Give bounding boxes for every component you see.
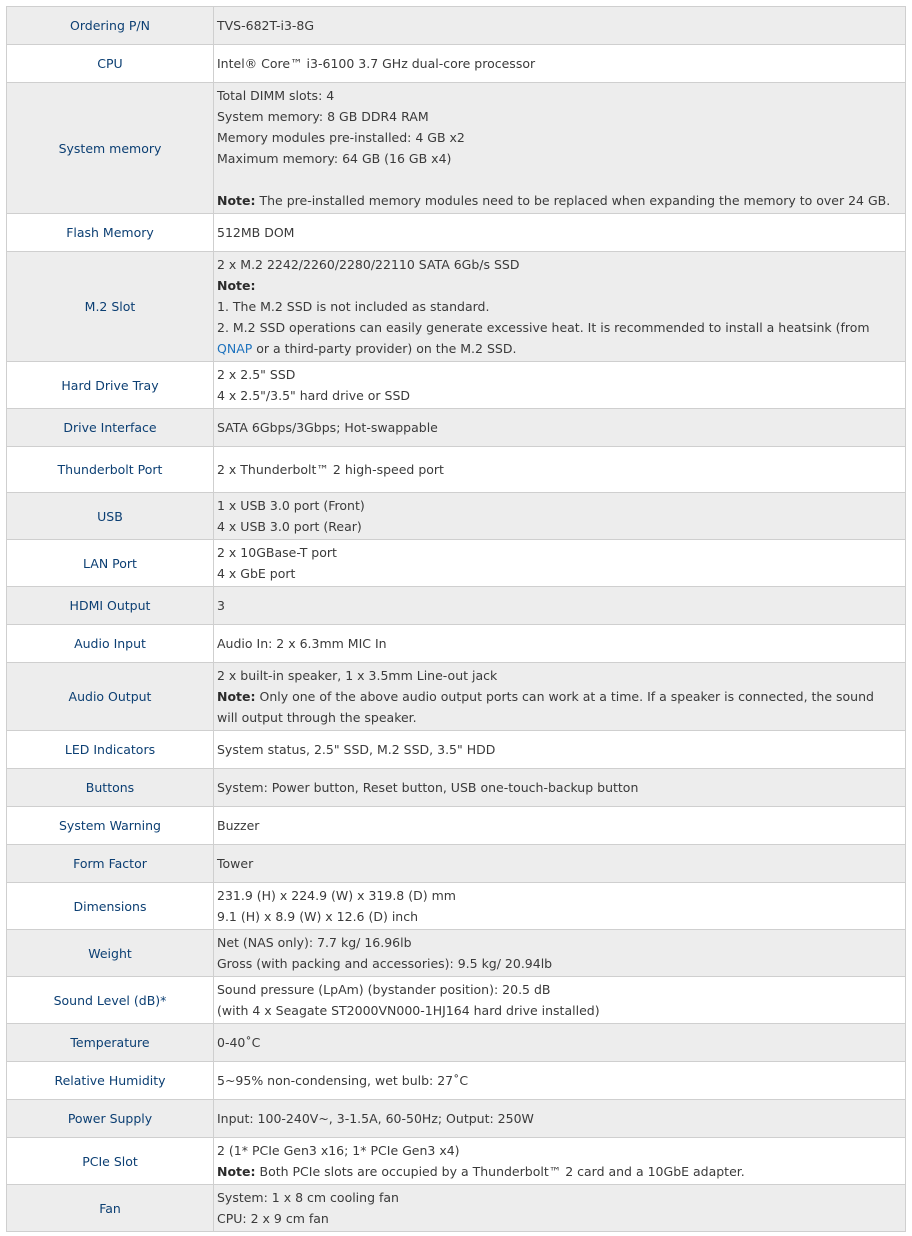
- spec-label: Relative Humidity: [7, 1062, 214, 1100]
- value-line: 4 x 2.5"/3.5" hard drive or SSD: [217, 388, 411, 403]
- note-line: [217, 190, 897, 211]
- spec-label: PCIe Slot: [7, 1138, 214, 1185]
- value-line: Sound pressure (LpAm) (bystander position): 20.5 dB: [217, 982, 551, 997]
- note-line: [217, 1161, 897, 1182]
- note-text: The pre-installed memory modules need to be replaced when expanding the memory to over 24 GB.: [255, 193, 891, 208]
- spec-label: Buttons: [7, 769, 214, 807]
- spec-value: [214, 252, 906, 362]
- spec-label: Weight: [7, 930, 214, 977]
- note-label: Note:: [217, 193, 256, 208]
- spec-row-cpu: [7, 45, 906, 83]
- spec-label: LAN Port: [7, 540, 214, 587]
- spec-row-fan: [7, 1185, 906, 1232]
- value-line: Total DIMM slots: 4: [217, 88, 335, 103]
- value-line: Gross (with packing and accessories): 9.5 kg/ 20.94lb: [217, 956, 553, 971]
- value-line: TVS-682T-i3-8G: [217, 18, 315, 33]
- spec-row-form-factor: [7, 845, 906, 883]
- note-text: or a third-party provider) on the M.2 SSD.: [252, 341, 517, 356]
- spec-value: [214, 1062, 906, 1100]
- spec-row-m2-slot: [7, 252, 906, 362]
- spec-label: CPU: [7, 45, 214, 83]
- value-line: 0-40˚C: [217, 1035, 261, 1050]
- value-line: 2 x Thunderbolt™ 2 high-speed port: [217, 462, 444, 477]
- value-line: 2 x M.2 2242/2260/2280/22110 SATA 6Gb/s SSD: [217, 257, 520, 272]
- spec-label: Dimensions: [7, 883, 214, 930]
- spec-value: [214, 409, 906, 447]
- spec-value: [214, 7, 906, 45]
- spec-label: Ordering P/N: [7, 7, 214, 45]
- spec-value: [214, 930, 906, 977]
- note-heading: [217, 275, 897, 296]
- spec-label: Flash Memory: [7, 214, 214, 252]
- qnap-link[interactable]: QNAP: [217, 341, 253, 356]
- spacer: [217, 169, 897, 190]
- spec-value: [214, 1100, 906, 1138]
- spec-row-system-memory: [7, 83, 906, 214]
- spec-value: [214, 45, 906, 83]
- value-line: CPU: 2 x 9 cm fan: [217, 1211, 329, 1226]
- spec-value: [214, 362, 906, 409]
- value-line: Input: 100-240V~, 3-1.5A, 60-50Hz; Output: 250W: [217, 1111, 534, 1126]
- spec-row-hdmi-output: [7, 587, 906, 625]
- spec-row-temperature: [7, 1024, 906, 1062]
- value-line: System memory: 8 GB DDR4 RAM: [217, 109, 429, 124]
- spec-label: USB: [7, 493, 214, 540]
- spec-label: M.2 Slot: [7, 252, 214, 362]
- spec-label: Form Factor: [7, 845, 214, 883]
- value-line: 512MB DOM: [217, 225, 295, 240]
- value-line: 3: [217, 598, 225, 613]
- note-text: Only one of the above audio output ports can work at a time. If a speaker is connected, the sound will output through the speaker.: [217, 689, 874, 725]
- spec-row-led-indicators: [7, 731, 906, 769]
- spec-row-usb: [7, 493, 906, 540]
- spec-value: [214, 540, 906, 587]
- value-line: SATA 6Gbps/3Gbps; Hot-swappable: [217, 420, 438, 435]
- spec-label: Power Supply: [7, 1100, 214, 1138]
- value-line: System: Power button, Reset button, USB one-touch-backup button: [217, 780, 639, 795]
- spec-label: Drive Interface: [7, 409, 214, 447]
- spec-label: HDMI Output: [7, 587, 214, 625]
- value-line: 4 x USB 3.0 port (Rear): [217, 519, 362, 534]
- spec-row-hard-drive-tray: [7, 362, 906, 409]
- spec-value: [214, 587, 906, 625]
- spec-value: [214, 977, 906, 1024]
- value-line: 2 (1* PCIe Gen3 x16; 1* PCIe Gen3 x4): [217, 1143, 460, 1158]
- spec-row-audio-input: [7, 625, 906, 663]
- spec-row-ordering-pn: [7, 7, 906, 45]
- spec-label: Sound Level (dB)*: [7, 977, 214, 1024]
- note-label: Note:: [217, 1164, 256, 1179]
- spec-value: [214, 769, 906, 807]
- value-line: Memory modules pre-installed: 4 GB x2: [217, 130, 465, 145]
- spec-row-dimensions: [7, 883, 906, 930]
- spec-row-thunderbolt-port: [7, 447, 906, 493]
- value-line: 4 x GbE port: [217, 566, 296, 581]
- spec-label: System memory: [7, 83, 214, 214]
- spec-value: [214, 663, 906, 731]
- spec-value: [214, 493, 906, 540]
- spec-row-buttons: [7, 769, 906, 807]
- spec-value: [214, 1138, 906, 1185]
- value-line: 9.1 (H) x 8.9 (W) x 12.6 (D) inch: [217, 909, 419, 924]
- spec-value: [214, 1185, 906, 1232]
- value-line: System: 1 x 8 cm cooling fan: [217, 1190, 399, 1205]
- note-label: Note:: [217, 689, 256, 704]
- note-line: [217, 317, 897, 359]
- note-label: Note:: [217, 278, 256, 293]
- value-line: Tower: [217, 856, 254, 871]
- value-line: 5~95% non-condensing, wet bulb: 27˚C: [217, 1073, 469, 1088]
- value-line: 2 x 10GBase-T port: [217, 545, 337, 560]
- spec-label: Hard Drive Tray: [7, 362, 214, 409]
- spec-label: Audio Input: [7, 625, 214, 663]
- value-line: (with 4 x Seagate ST2000VN000-1HJ164 hard drive installed): [217, 1003, 600, 1018]
- spec-row-flash-memory: [7, 214, 906, 252]
- spec-value: [214, 845, 906, 883]
- spec-row-relative-humidity: [7, 1062, 906, 1100]
- spec-label: Audio Output: [7, 663, 214, 731]
- spec-table: [6, 6, 906, 1232]
- value-line: Maximum memory: 64 GB (16 GB x4): [217, 151, 452, 166]
- spec-value: [214, 1024, 906, 1062]
- spec-row-audio-output: [7, 663, 906, 731]
- spec-row-sound-level: [7, 977, 906, 1024]
- spec-label: Temperature: [7, 1024, 214, 1062]
- spec-value: [214, 625, 906, 663]
- value-line: 2 x built-in speaker, 1 x 3.5mm Line-out jack: [217, 668, 498, 683]
- value-line: 1 x USB 3.0 port (Front): [217, 498, 365, 513]
- spec-value: [214, 83, 906, 214]
- spec-row-weight: [7, 930, 906, 977]
- note-text: 2. M.2 SSD operations can easily generate excessive heat. It is recommended to install a heatsink (from: [217, 320, 870, 335]
- note-line: 1. The M.2 SSD is not included as standard.: [217, 299, 490, 314]
- value-line: 2 x 2.5" SSD: [217, 367, 296, 382]
- spec-row-power-supply: [7, 1100, 906, 1138]
- spec-label: LED Indicators: [7, 731, 214, 769]
- spec-value: [214, 883, 906, 930]
- spec-row-drive-interface: [7, 409, 906, 447]
- value-line: Audio In: 2 x 6.3mm MIC In: [217, 636, 387, 651]
- note-line: [217, 686, 897, 728]
- spec-row-pcie-slot: [7, 1138, 906, 1185]
- value-line: Net (NAS only): 7.7 kg/ 16.96lb: [217, 935, 412, 950]
- note-text: Both PCIe slots are occupied by a Thunderbolt™ 2 card and a 10GbE adapter.: [255, 1164, 745, 1179]
- spec-label: Fan: [7, 1185, 214, 1232]
- value-line: System status, 2.5" SSD, M.2 SSD, 3.5" HDD: [217, 742, 496, 757]
- spec-row-system-warning: [7, 807, 906, 845]
- spec-value: [214, 447, 906, 493]
- spec-value: [214, 214, 906, 252]
- value-line: 231.9 (H) x 224.9 (W) x 319.8 (D) mm: [217, 888, 456, 903]
- spec-value: [214, 731, 906, 769]
- spec-value: [214, 807, 906, 845]
- spec-row-lan-port: [7, 540, 906, 587]
- spec-label: System Warning: [7, 807, 214, 845]
- value-line: Buzzer: [217, 818, 260, 833]
- spec-label: Thunderbolt Port: [7, 447, 214, 493]
- value-line: Intel® Core™ i3-6100 3.7 GHz dual-core processor: [217, 56, 536, 71]
